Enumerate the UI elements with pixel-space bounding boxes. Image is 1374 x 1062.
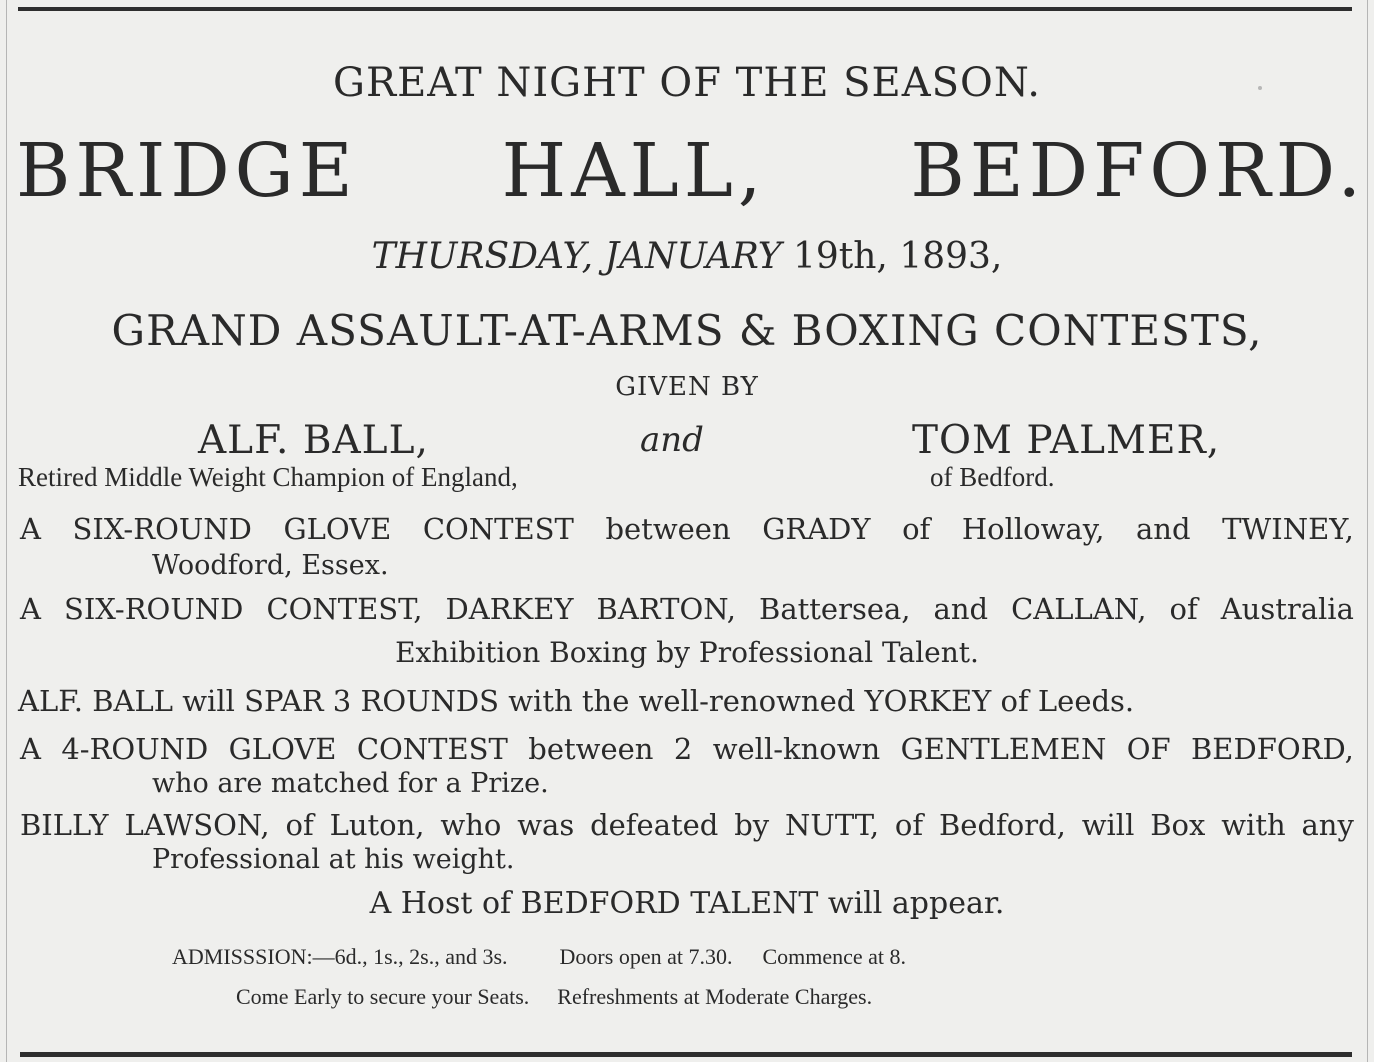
- program-item-1: [20, 512, 1354, 546]
- word: defeated: [590, 808, 719, 842]
- word: was: [517, 808, 575, 842]
- host-conjunction: and: [640, 420, 704, 460]
- word: A: [20, 512, 41, 546]
- word: will: [1081, 808, 1135, 842]
- date-weekday: THURSDAY,: [371, 236, 594, 277]
- word: 2: [673, 732, 693, 766]
- word: DARKEY: [445, 592, 574, 626]
- host-name-tom-palmer: TOM PALMER,: [912, 418, 1221, 463]
- word: 4-ROUND: [61, 732, 209, 766]
- word: and: [1136, 512, 1191, 546]
- host-title-alf-ball: Retired Middle Weight Champion of England,: [18, 462, 518, 492]
- program-item-2-continuation: Exhibition Boxing by Professional Talent.: [395, 636, 979, 669]
- word: with: [1221, 808, 1286, 842]
- word: SIX-ROUND: [63, 592, 244, 626]
- word: CONTEST: [356, 732, 508, 766]
- word: Battersea,: [759, 592, 911, 626]
- program-item-3: ALF. BALL will SPAR 3 ROUNDS with the well-renowned YORKEY of Leeds.: [18, 684, 1135, 718]
- date-year: 1893,: [899, 236, 1003, 277]
- word: CONTEST: [422, 512, 574, 546]
- ink-speck: [1258, 86, 1262, 90]
- headline: GREAT NIGHT OF THE SEASON.: [333, 60, 1041, 106]
- word: TWINEY,: [1222, 512, 1354, 546]
- program-item-4: [20, 732, 1354, 766]
- word: LAWSON,: [124, 808, 270, 842]
- word: GLOVE: [228, 732, 337, 766]
- program-item-4-continuation: who are matched for a Prize.: [152, 768, 549, 799]
- word: CALLAN,: [1011, 592, 1147, 626]
- word: Luton,: [329, 808, 425, 842]
- word: well-known: [712, 732, 881, 766]
- word: GRADY: [762, 512, 871, 546]
- commence-time: Commence at 8.: [762, 944, 907, 969]
- word: of: [902, 512, 931, 546]
- admission-prices: ADMISSSION:—6d., 1s., 2s., and 3s.: [172, 944, 508, 969]
- word: BEDFORD,: [1190, 732, 1354, 766]
- word: who: [440, 808, 502, 842]
- word: GENTLEMEN: [900, 732, 1107, 766]
- word: BILLY: [20, 808, 109, 842]
- word: Bedford,: [938, 808, 1066, 842]
- come-early-note: Come Early to secure your Seats.: [236, 984, 530, 1009]
- word: A: [20, 732, 41, 766]
- doors-open: Doors open at 7.30.: [559, 944, 733, 969]
- event-date: [0, 236, 1374, 277]
- notes-line: [236, 984, 872, 1010]
- word: of: [894, 808, 924, 842]
- bottom-rule: [20, 1052, 1352, 1057]
- word: A: [20, 592, 41, 626]
- word: GLOVE: [283, 512, 392, 546]
- word: of: [1169, 592, 1198, 626]
- word: and: [933, 592, 989, 626]
- word: Box: [1150, 808, 1206, 842]
- event-title: GRAND ASSAULT-AT-ARMS & BOXING CONTESTS,: [111, 306, 1263, 355]
- date-month: JANUARY: [604, 236, 782, 277]
- program-item-5-continuation: Professional at his weight.: [152, 844, 515, 875]
- venue-title: BRIDGE HALL, BEDFORD.: [16, 128, 1366, 214]
- admission-line: [172, 944, 906, 970]
- program-item-2: [20, 592, 1354, 626]
- host-title-tom-palmer: of Bedford.: [930, 462, 1055, 492]
- word: CONTEST,: [266, 592, 423, 626]
- word: SIX-ROUND: [72, 512, 252, 546]
- word: by: [734, 808, 770, 842]
- word: between: [528, 732, 654, 766]
- date-day: 19th,: [792, 236, 888, 277]
- given-by: GIVEN BY: [615, 372, 759, 402]
- word: BARTON,: [596, 592, 736, 626]
- word: Australia: [1220, 592, 1354, 626]
- host-name-alf-ball: ALF. BALL,: [198, 418, 429, 463]
- program-item-1-continuation: Woodford, Essex.: [152, 550, 389, 581]
- word: NUTT,: [785, 808, 880, 842]
- program-item-5: [20, 808, 1354, 842]
- word: of: [285, 808, 314, 842]
- word: any: [1301, 808, 1354, 842]
- word: OF: [1126, 732, 1171, 766]
- refreshments-note: Refreshments at Moderate Charges.: [557, 984, 873, 1009]
- host-talent-line: A Host of BEDFORD TALENT will appear.: [369, 886, 1005, 921]
- word: Holloway,: [961, 512, 1105, 546]
- word: between: [605, 512, 731, 546]
- top-rule: [18, 7, 1352, 11]
